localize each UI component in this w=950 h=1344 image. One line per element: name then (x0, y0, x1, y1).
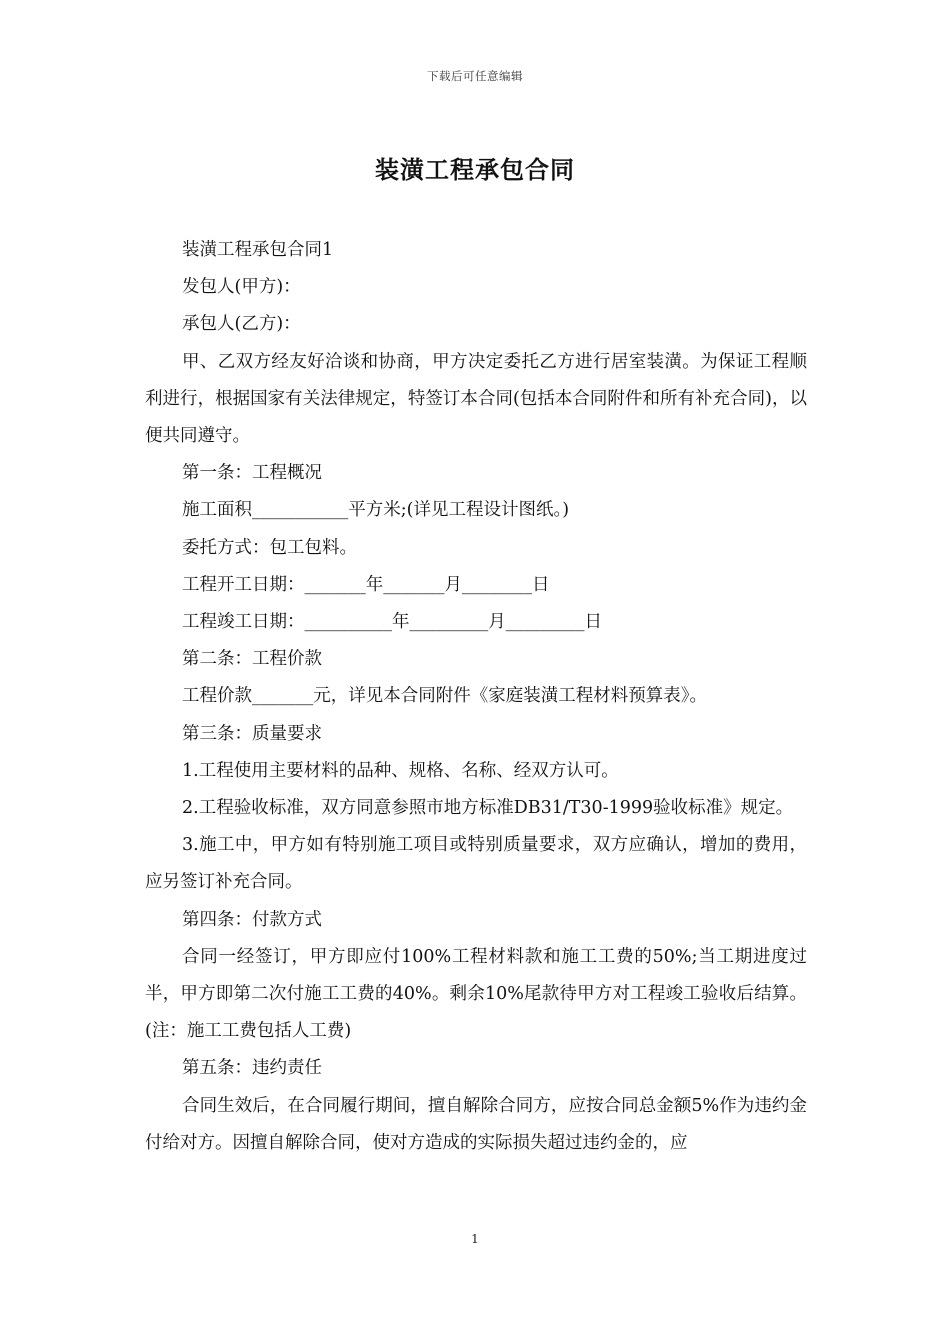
article-1-heading: 第一条：工程概况 (182, 463, 322, 484)
article-2-heading: 第二条：工程价款 (182, 649, 322, 670)
article-3-heading: 第三条：质量要求 (182, 723, 322, 744)
quality-item-3: 3.施工中，甲方如有特别施工项目或特别质量要求，双方应确认，增加的费用，应另签订补充合同。 (145, 835, 807, 893)
commission-method-line: 委托方式：包工包料。 (182, 537, 357, 558)
article-5-heading: 第五条：违约责任 (182, 1058, 322, 1079)
quality-item-1: 1.工程使用主要材料的品种、规格、名称、经双方认可。 (182, 760, 619, 781)
construction-area-line: 施工面积___________平方米;(详见工程设计图纸。) (182, 500, 570, 521)
preamble-paragraph: 甲、乙双方经友好洽谈和协商，甲方决定委托乙方进行居室装潢。为保证工程顺利进行，根据国家有关法律规定，特签订本合同(包括本合同附件和所有补充合同)，以便共同遵守。 (145, 351, 807, 447)
page-number: 1 (471, 1232, 479, 1246)
project-price-line: 工程价款_______元，详见本合同附件《家庭装潢工程材料预算表》。 (182, 686, 707, 707)
document-body (145, 232, 807, 1162)
contract-heading: 装潢工程承包合同1 (182, 240, 334, 260)
party-b-line: 承包人(乙方)： (182, 314, 301, 335)
payment-paragraph: 合同一经签订，甲方即应付100%工程材料款和施工工费的50%;当工期进度过半，甲方即第二次付施工工费的40%。剩余10%尾款待甲方对工程竣工验收后结算。(注：施工工费包括人工费) (145, 946, 807, 1042)
completion-date-line: 工程竣工日期：__________年_________月_________日 (182, 612, 602, 633)
document-title: 装潢工程承包合同 (375, 155, 575, 184)
header-note: 下载后可任意编辑 (427, 69, 523, 83)
article-4-heading: 第四条：付款方式 (182, 909, 322, 930)
quality-item-2: 2.工程验收标准，双方同意参照市地方标准DB31/T30-1999验收标准》规定。 (182, 798, 794, 819)
start-date-line: 工程开工日期：_______年_______月________日 (182, 574, 550, 595)
party-a-line: 发包人(甲方)： (182, 277, 301, 298)
liability-paragraph: 合同生效后，在合同履行期间，擅自解除合同方，应按合同总金额5%作为违约金付给对方。因擅自解除合同，使对方造成的实际损失超过违约金的，应 (145, 1095, 807, 1153)
